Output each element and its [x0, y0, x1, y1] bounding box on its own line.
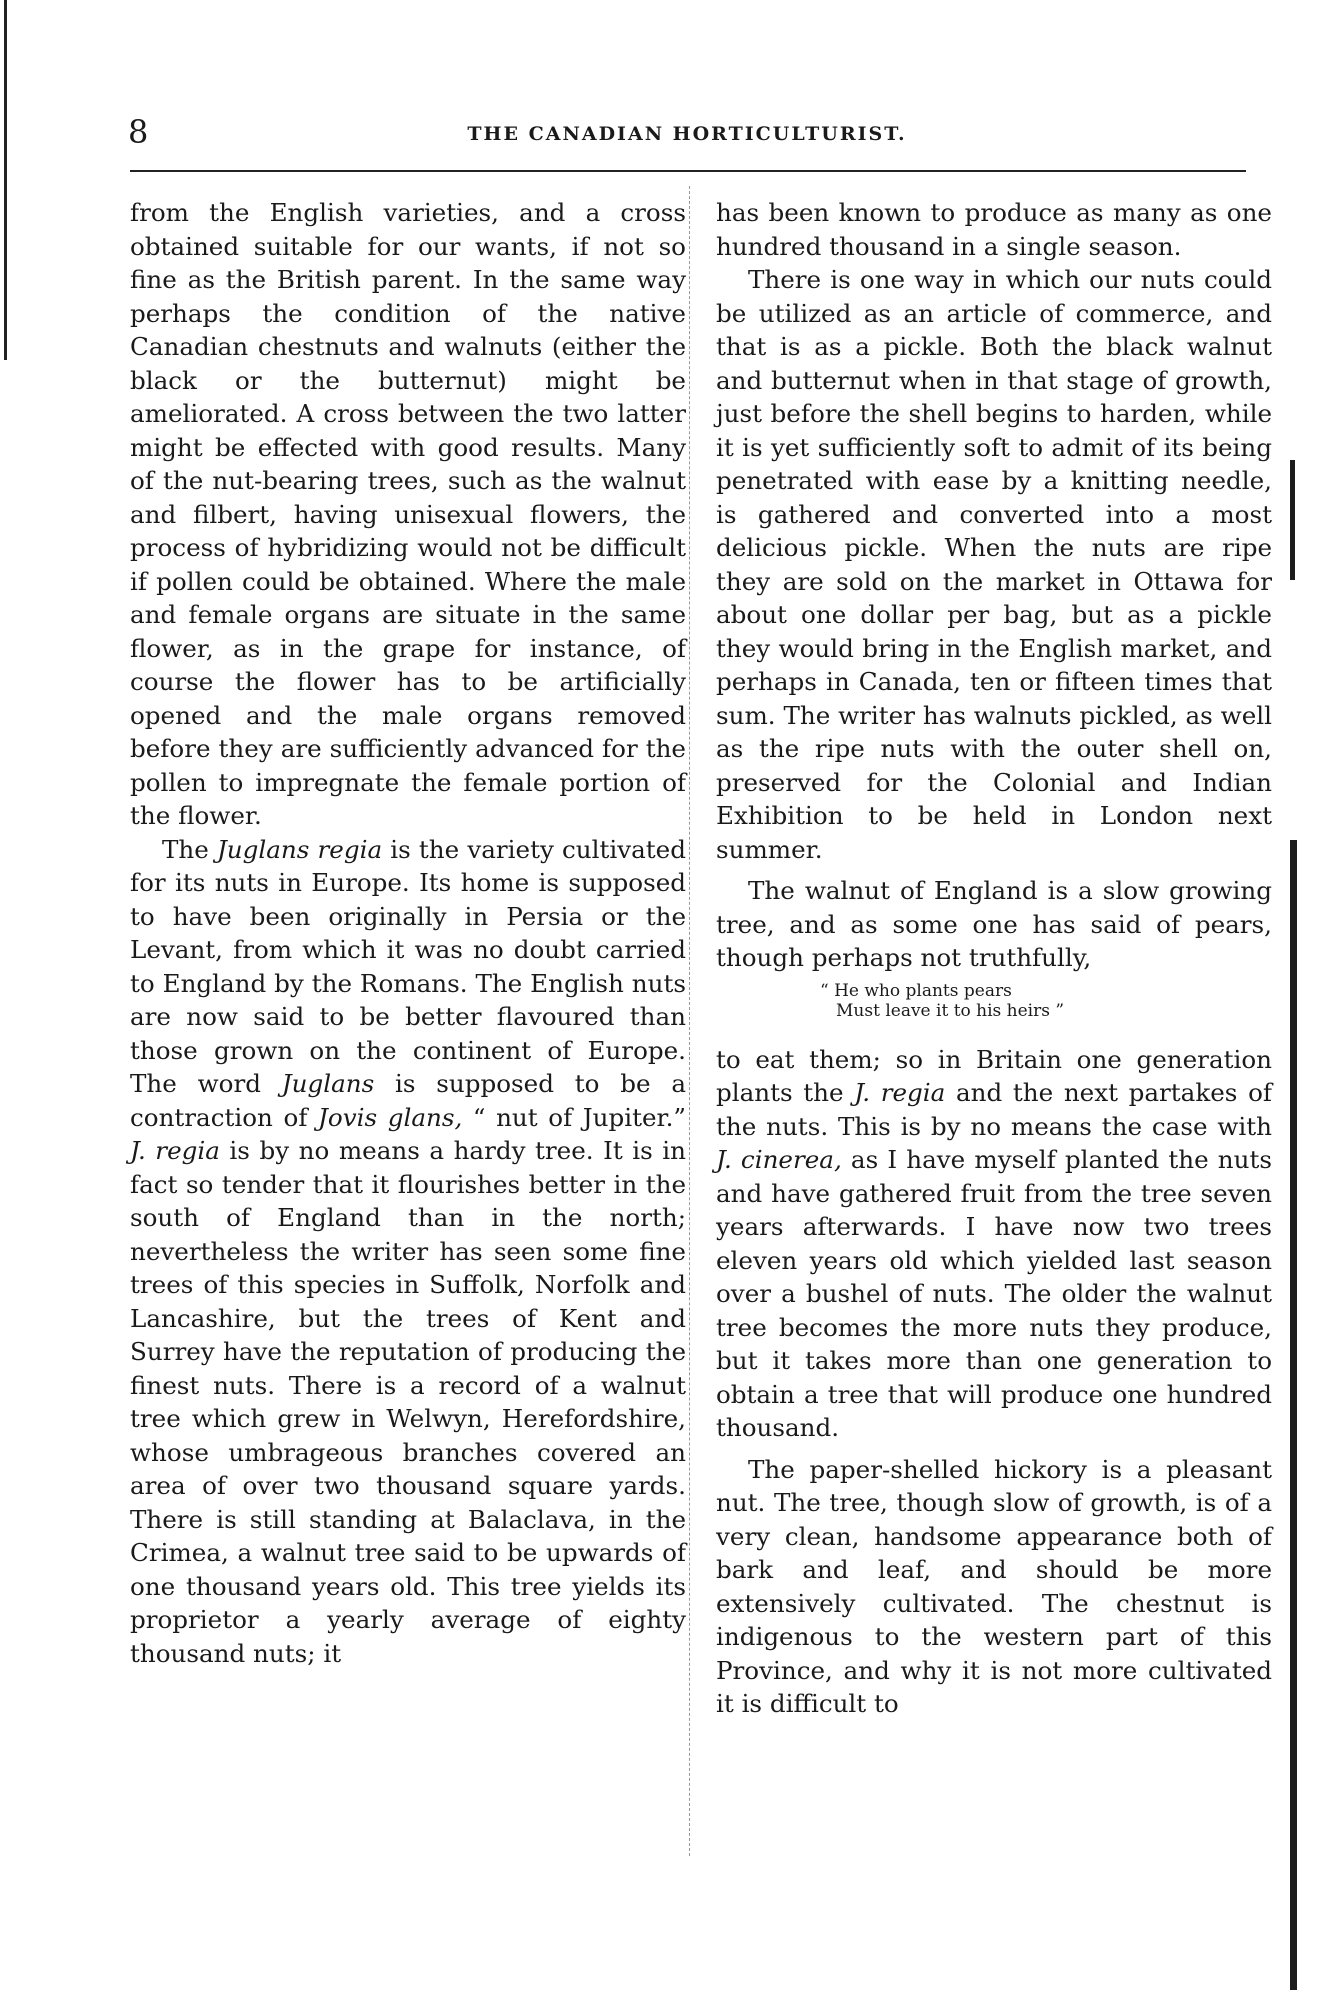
- right-paragraph-1: has been known to produce as many as one hundred thousand in a single season.: [716, 198, 1272, 261]
- scan-edge-right-lower: [1290, 840, 1297, 1990]
- page-header: [128, 112, 1246, 156]
- left-p2-text-g: “ nut of Jupiter.”: [462, 1102, 686, 1132]
- left-p2-text-e: is supposed to be a contraction of: [130, 1069, 687, 1132]
- right-paragraph-3: The walnut of England is a slow growing tree, and as some one has said of pears, though perhaps not truthfully,: [716, 876, 1272, 972]
- left-p2-text-c: is the variety cultivated for its nuts in Europe. Its home is supposed to have been originally in Persia or the Levant, from which it was no doubt carried to England by the Romans. The English nuts are now said to be better flavoured than those grown on the continent of Europe. The word: [130, 834, 686, 1098]
- verse-line-2: Must leave it to his heirs ”: [836, 1000, 1065, 1021]
- right-p4-italic-b: J. regia: [854, 1078, 946, 1107]
- running-head: THE CANADIAN HORTICULTURIST.: [467, 123, 907, 145]
- left-p2-text-a: The: [162, 834, 217, 864]
- left-p2-italic-h: J. regia: [130, 1136, 220, 1165]
- verse-line-1: “ He who plants pears: [820, 980, 1012, 1001]
- left-column: [130, 196, 686, 1670]
- right-paragraph-5: The paper-shelled hickory is a pleasant nut. The tree, though slow of growth, is of a very clean, handsome appearance both of bark and leaf, and should be more extensively cultivated. The chestnut is indigenous to the western part of this Province, and why it is not more cultivated it is difficult to: [716, 1454, 1272, 1718]
- left-p2-italic-b: Juglans regia: [216, 834, 383, 864]
- page-number: 8: [128, 113, 149, 151]
- right-p4-italic-d: J. cinerea,: [716, 1145, 842, 1174]
- left-p2-text-i: is by no means a hardy tree. It is in fact so tender that it flourishes better in the south of England than in the north; nevertheless the writer has seen some fine trees of this species in Suffolk, Norfolk and Lancashire, but the trees of Kent and Surrey have the reputation of producing the finest nuts. There is a record of a walnut tree which grew in Welwyn, Herefordshire, whose umbrageous branches covered an area of over two thousand square yards. There is still standing at Balaclava, in the Crimea, a walnut tree said to be upwards of one thousand years old. This tree yields its proprietor a yearly average of eighty thousand nuts; it: [130, 1136, 686, 1668]
- right-p4-text-a: to eat them; so in Britain one generation plants the: [716, 1044, 1272, 1107]
- right-p4-text-e: as I have myself planted the nuts and have gathered fruit from the tree seven years afterwards. I have now two trees eleven years old which yielded last season over a bushel of nuts. The older the walnut tree becomes the more nuts they produce, but it takes more than one generation to obtain a tree that will produce one hundred thousand.: [716, 1145, 1272, 1442]
- right-p4-text-c: and the next partakes of the nuts. This is by no means the case with: [716, 1078, 1273, 1141]
- right-paragraph-4: [716, 1043, 1272, 1445]
- left-p2-italic-f: Jovis glans,: [318, 1102, 463, 1132]
- header-rule: [130, 170, 1246, 172]
- scan-edge-right-upper: [1290, 460, 1295, 580]
- verse-quote: [716, 981, 1272, 1021]
- scan-edge-left: [4, 0, 7, 360]
- left-paragraph-2: [130, 833, 686, 1671]
- left-paragraph-1: from the English varieties, and a cross obtained suitable for our wants, if not so fine as the British parent. In the same way perhaps the condition of the native Canadian chestnuts and walnuts (either the black or the butternut) might be ameliorated. A cross between the two latter might be effected with good results. Many of the nut-bearing trees, such as the walnut and filbert, having unisexual flowers, the process of hybridizing would not be difficult if pollen could be obtained. Where the male and female organs are situate in the same flower, as in the grape for instance, of course the flower has to be artificially opened and the male organs removed before they are sufficiently advanced for the pollen to impregnate the female portion of the flower.: [130, 198, 686, 830]
- column-divider: [689, 186, 690, 1856]
- left-p2-italic-d: Juglans: [281, 1069, 375, 1098]
- right-paragraph-2: There is one way in which our nuts could be utilized as an article of commerce, and that is as a pickle. Both the black walnut and butternut when in that stage of growth, just before the shell begins to harden, while it is yet sufficiently soft to admit of its being penetrated with ease by a knitting needle, is gathered and converted into a most delicious pickle. When the nuts are ripe they are sold on the market in Ottawa for about one dollar per bag, but as a pickle they would bring in the English market, and perhaps in Canada, ten or fifteen times that sum. The writer has walnuts pickled, as well as the ripe nuts with the outer shell on, preserved for the Colonial and Indian Exhibition to be held in London next summer.: [716, 265, 1272, 864]
- right-column: [716, 196, 1272, 1721]
